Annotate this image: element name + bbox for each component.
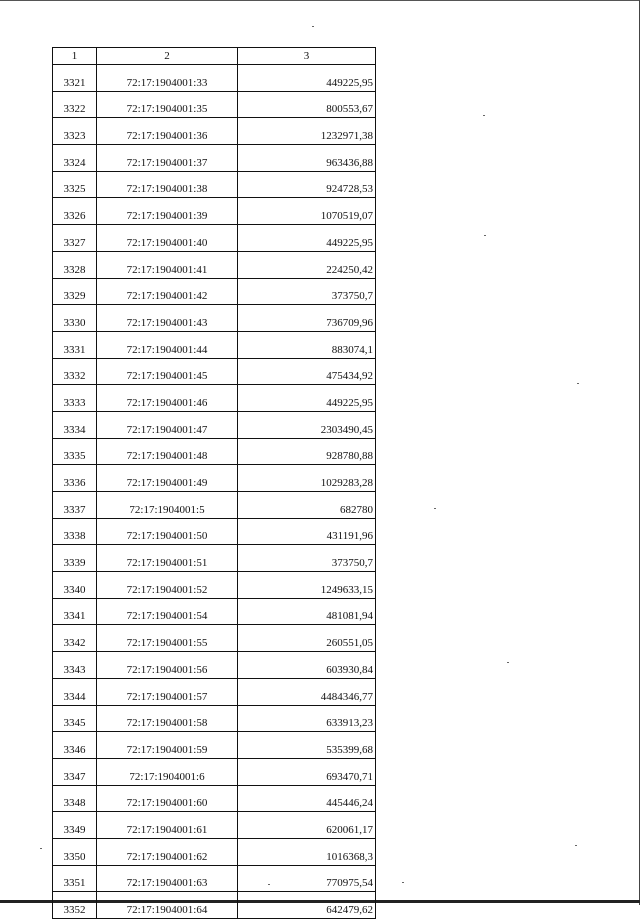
cadastral-number: 72:17:1904001:50: [97, 518, 238, 545]
row-number: 3324: [53, 145, 97, 172]
table-row: [53, 385, 376, 412]
row-number: 3345: [53, 705, 97, 732]
cadastral-number: 72:17:1904001:37: [97, 145, 238, 172]
cadastral-value: 475434,92: [238, 358, 376, 385]
table-row: [53, 865, 376, 892]
row-number: 3338: [53, 518, 97, 545]
row-number: 3326: [53, 198, 97, 225]
table-row: [53, 198, 376, 225]
cadastral-number: 72:17:1904001:64: [97, 892, 238, 919]
cadastral-value: 260551,05: [238, 625, 376, 652]
cadastral-value: 603930,84: [238, 652, 376, 679]
column-header-2: 2: [97, 48, 238, 65]
cadastral-number: 72:17:1904001:41: [97, 251, 238, 278]
cadastral-value: 1070519,07: [238, 198, 376, 225]
cadastral-value: 928780,88: [238, 438, 376, 465]
cadastral-value: 373750,7: [238, 545, 376, 572]
cadastral-number: 72:17:1904001:56: [97, 652, 238, 679]
cadastral-number: 72:17:1904001:59: [97, 732, 238, 759]
cadastral-number: 72:17:1904001:36: [97, 118, 238, 145]
row-number: 3352: [53, 892, 97, 919]
row-number: 3349: [53, 812, 97, 839]
row-number: 3342: [53, 625, 97, 652]
cadastral-number: 72:17:1904001:63: [97, 865, 238, 892]
row-number: 3348: [53, 785, 97, 812]
cadastral-value: 736709,96: [238, 305, 376, 332]
row-number: 3333: [53, 385, 97, 412]
row-number: 3321: [53, 65, 97, 92]
table-row: [53, 492, 376, 519]
scan-speck: [577, 383, 579, 384]
cadastral-value: 1016368,3: [238, 838, 376, 865]
cadastral-number: 72:17:1904001:45: [97, 358, 238, 385]
cadastral-value: 481081,94: [238, 598, 376, 625]
table-row: [53, 358, 376, 385]
cadastral-value: 449225,95: [238, 385, 376, 412]
table-row: [53, 65, 376, 92]
row-number: 3323: [53, 118, 97, 145]
row-number: 3337: [53, 492, 97, 519]
table-row: [53, 278, 376, 305]
row-number: 3341: [53, 598, 97, 625]
row-number: 3332: [53, 358, 97, 385]
column-header-1: 1: [53, 48, 97, 65]
table-row: [53, 545, 376, 572]
cadastral-value: 770975,54: [238, 865, 376, 892]
table-row: [53, 812, 376, 839]
table-row: [53, 438, 376, 465]
cadastral-value: 883074,1: [238, 331, 376, 358]
header-row: [53, 48, 376, 65]
cadastral-value: 1232971,38: [238, 118, 376, 145]
cadastral-number: 72:17:1904001:43: [97, 305, 238, 332]
scan-speck: [507, 662, 509, 663]
table-row: [53, 518, 376, 545]
row-number: 3350: [53, 838, 97, 865]
table-row: [53, 145, 376, 172]
row-number: 3335: [53, 438, 97, 465]
cadastral-value: 535399,68: [238, 732, 376, 759]
scan-speck: [575, 845, 577, 846]
table-row: [53, 118, 376, 145]
table-row: [53, 678, 376, 705]
cadastral-number: 72:17:1904001:6: [97, 758, 238, 785]
cadastral-number: 72:17:1904001:40: [97, 225, 238, 252]
cadastral-number: 72:17:1904001:60: [97, 785, 238, 812]
cadastral-value: 445446,24: [238, 785, 376, 812]
cadastral-number: 72:17:1904001:49: [97, 465, 238, 492]
row-number: 3327: [53, 225, 97, 252]
row-number: 3328: [53, 251, 97, 278]
cadastral-value: 963436,88: [238, 145, 376, 172]
row-number: 3343: [53, 652, 97, 679]
table-row: [53, 465, 376, 492]
row-number: 3340: [53, 572, 97, 599]
row-number: 3344: [53, 678, 97, 705]
page-edge-top: [0, 0, 640, 1]
table-row: [53, 758, 376, 785]
row-number: 3329: [53, 278, 97, 305]
cadastral-value: 1249633,15: [238, 572, 376, 599]
cadastral-value: 449225,95: [238, 225, 376, 252]
cadastral-number: 72:17:1904001:33: [97, 65, 238, 92]
cadastral-value: 633913,23: [238, 705, 376, 732]
scan-speck: [434, 508, 436, 509]
cadastral-value: 620061,17: [238, 812, 376, 839]
table-row: [53, 91, 376, 118]
scan-speck: [40, 848, 42, 849]
cadastre-value-table: [52, 47, 376, 919]
cadastral-number: 72:17:1904001:35: [97, 91, 238, 118]
table-row: [53, 705, 376, 732]
cadastral-number: 72:17:1904001:61: [97, 812, 238, 839]
row-number: 3331: [53, 331, 97, 358]
cadastral-number: 72:17:1904001:48: [97, 438, 238, 465]
cadastral-number: 72:17:1904001:47: [97, 411, 238, 438]
cadastral-value: 224250,42: [238, 251, 376, 278]
cadastral-value: 2303490,45: [238, 411, 376, 438]
cadastral-value: 1029283,28: [238, 465, 376, 492]
row-number: 3334: [53, 411, 97, 438]
table-row: [53, 572, 376, 599]
cadastral-value: 693470,71: [238, 758, 376, 785]
cadastral-number: 72:17:1904001:54: [97, 598, 238, 625]
row-number: 3339: [53, 545, 97, 572]
table-row: [53, 732, 376, 759]
table-row: [53, 251, 376, 278]
scan-speck: [484, 235, 486, 236]
table-row: [53, 411, 376, 438]
cadastral-value: 682780: [238, 492, 376, 519]
row-number: 3325: [53, 171, 97, 198]
row-number: 3351: [53, 865, 97, 892]
table-row: [53, 785, 376, 812]
cadastral-number: 72:17:1904001:44: [97, 331, 238, 358]
table-row: [53, 838, 376, 865]
cadastral-number: 72:17:1904001:52: [97, 572, 238, 599]
cadastral-number: 72:17:1904001:42: [97, 278, 238, 305]
table-row: [53, 892, 376, 919]
cadastral-value: 4484346,77: [238, 678, 376, 705]
column-header-3: 3: [238, 48, 376, 65]
table-row: [53, 305, 376, 332]
cadastral-value: 373750,7: [238, 278, 376, 305]
table-row: [53, 652, 376, 679]
cadastral-value: 431191,96: [238, 518, 376, 545]
cadastral-value: 800553,67: [238, 91, 376, 118]
table-header: [53, 48, 376, 65]
cadastral-number: 72:17:1904001:57: [97, 678, 238, 705]
table-row: [53, 331, 376, 358]
row-number: 3330: [53, 305, 97, 332]
cadastral-number: 72:17:1904001:62: [97, 838, 238, 865]
cadastral-value: 449225,95: [238, 65, 376, 92]
row-number: 3347: [53, 758, 97, 785]
scan-speck: [312, 26, 314, 27]
row-number: 3336: [53, 465, 97, 492]
scan-speck: [402, 882, 404, 883]
cadastral-number: 72:17:1904001:51: [97, 545, 238, 572]
cadastral-number: 72:17:1904001:39: [97, 198, 238, 225]
table-row: [53, 225, 376, 252]
cadastral-number: 72:17:1904001:46: [97, 385, 238, 412]
table-row: [53, 598, 376, 625]
row-number: 3322: [53, 91, 97, 118]
row-number: 3346: [53, 732, 97, 759]
cadastral-value: 924728,53: [238, 171, 376, 198]
cadastral-number: 72:17:1904001:55: [97, 625, 238, 652]
scan-speck: [483, 115, 485, 116]
cadastral-number: 72:17:1904001:58: [97, 705, 238, 732]
cadastral-number: 72:17:1904001:38: [97, 171, 238, 198]
table-body: [53, 65, 376, 919]
cadastral-number: 72:17:1904001:5: [97, 492, 238, 519]
table-row: [53, 625, 376, 652]
cadastral-value: 642479,62: [238, 892, 376, 919]
table-row: [53, 171, 376, 198]
